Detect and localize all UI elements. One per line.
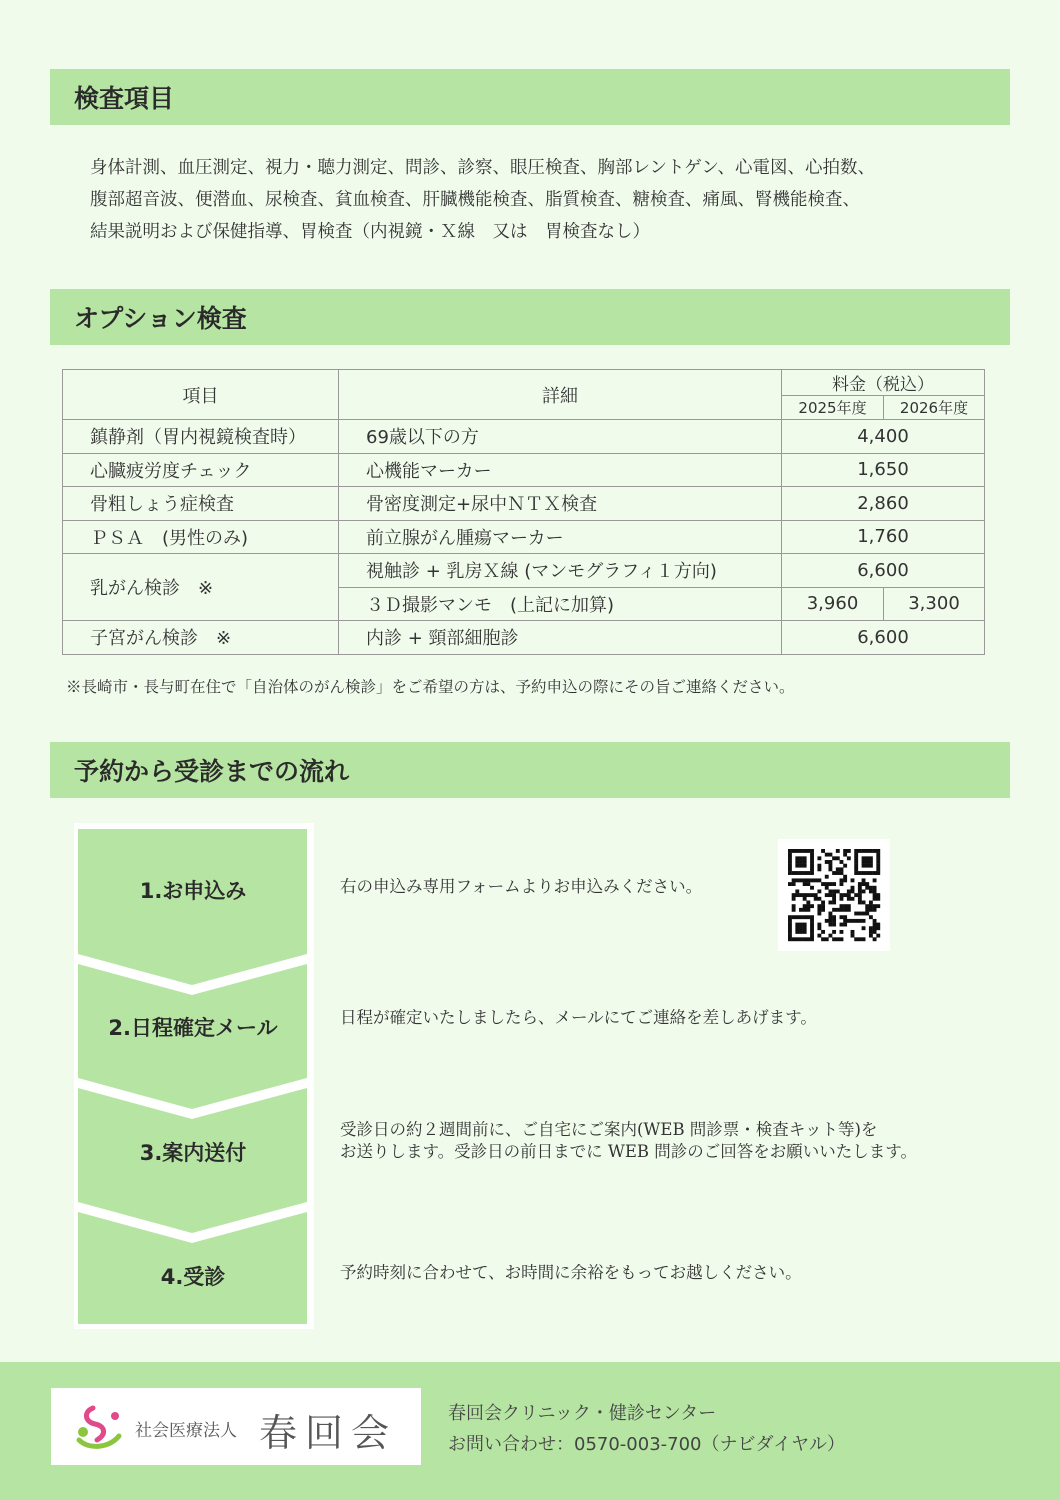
option-title: オプション検査 [74, 304, 247, 333]
exam-items-title: 検査項目 [74, 84, 175, 113]
application-form-qr-code[interactable] [778, 839, 890, 951]
row-item: 鎮静剤（胃内視鏡検査時） [63, 420, 339, 454]
row-fee: 6,600 [782, 554, 985, 588]
header-item: 項目 [63, 370, 339, 420]
row-fee: 6,600 [782, 621, 985, 655]
corp-logo-icon [75, 1402, 127, 1450]
clinic-name: 春回会クリニック・健診センター [448, 1403, 717, 1424]
flow-step-3-desc-line2: お送りします。受診日の前日までに WEB 問診のご回答をお願いいたします。 [340, 1142, 917, 1161]
row-detail: 骨密度測定+尿中ＮＴＸ検査 [339, 487, 782, 521]
corp-name: 春回会 [259, 1411, 398, 1455]
row-detail: 視触診 + 乳房Ｘ線 (マンモグラフィ１方向) [339, 554, 782, 588]
header-fee: 料金（税込） [782, 370, 985, 396]
row-item: ＰＳＡ (男性のみ) [63, 520, 339, 554]
row-item: 骨粗しょう症検査 [63, 487, 339, 521]
row-fee: 1,650 [782, 453, 985, 487]
flow-step-4-desc: 予約時刻に合わせて、お時間に余裕をもってお越しください。 [340, 1263, 802, 1282]
flow-step-1: 1.お申込み [139, 879, 247, 903]
header-detail: 詳細 [339, 370, 782, 420]
row-detail: 内診 + 頸部細胞診 [339, 621, 782, 655]
row-fee-2025: 3,960 [782, 587, 884, 621]
row-fee-2026: 3,300 [884, 587, 985, 621]
option-note: ※長崎市・長与町在住で「自治体のがん検診」をご希望の方は、予約申込の際にその旨ご連絡ください。 [66, 678, 795, 696]
row-item: 子宮がん検診 ※ [63, 621, 339, 655]
row-item: 心臓疲労度チェック [63, 453, 339, 487]
flow-step-2-desc: 日程が確定いたしましたら、メールにてご連絡を差しあげます。 [340, 1008, 817, 1027]
header-year-2025: 2025年度 [782, 396, 884, 420]
flow-title: 予約から受診までの流れ [74, 757, 350, 786]
flow-step-2: 2.日程確定メール [108, 1016, 278, 1040]
flow-step-4: 4.受診 [160, 1265, 226, 1289]
row-detail: 心機能マーカー [339, 453, 782, 487]
flow-step-3: 3.案内送付 [139, 1141, 247, 1165]
row-detail: 69歳以下の方 [339, 420, 782, 454]
row-detail: ３Ｄ撮影マンモ (上記に加算) [339, 587, 782, 621]
flow-step-shape-1 [78, 829, 307, 985]
contact-phone[interactable]: お問い合わせ：0570-003-700（ナビダイヤル） [448, 1434, 845, 1455]
corp-logo [51, 1388, 421, 1465]
row-fee: 1,760 [782, 520, 985, 554]
flow-step-1-desc: 右の申込み専用フォームよりお申込みください。 [340, 877, 703, 896]
flow-step-3-desc-line1: 受診日の約２週間前に、ご自宅にご案内(WEB 問診票・検査キット等)を [340, 1120, 878, 1139]
exam-items-line: 結果説明および保健指導、胃検査（内視鏡・Ｘ線 又は 胃検査なし） [90, 222, 650, 242]
exam-items-line: 腹部超音波、便潜血、尿検査、貧血検査、肝臓機能検査、脂質検査、糖検査、痛風、腎機能検査、 [90, 190, 860, 210]
corp-type: 社会医療法人 [135, 1421, 237, 1441]
row-detail: 前立腺がん腫瘍マーカー [339, 520, 782, 554]
row-item-breast: 乳がん検診 ※ [63, 554, 339, 621]
qr-code-icon [778, 839, 890, 951]
header-year-2026: 2026年度 [884, 396, 985, 420]
exam-items-line: 身体計測、血圧測定、視力・聴力測定、問診、診察、眼圧検査、胸部レントゲン、心電図、心拍数、 [90, 158, 875, 178]
row-fee: 2,860 [782, 487, 985, 521]
row-fee: 4,400 [782, 420, 985, 454]
